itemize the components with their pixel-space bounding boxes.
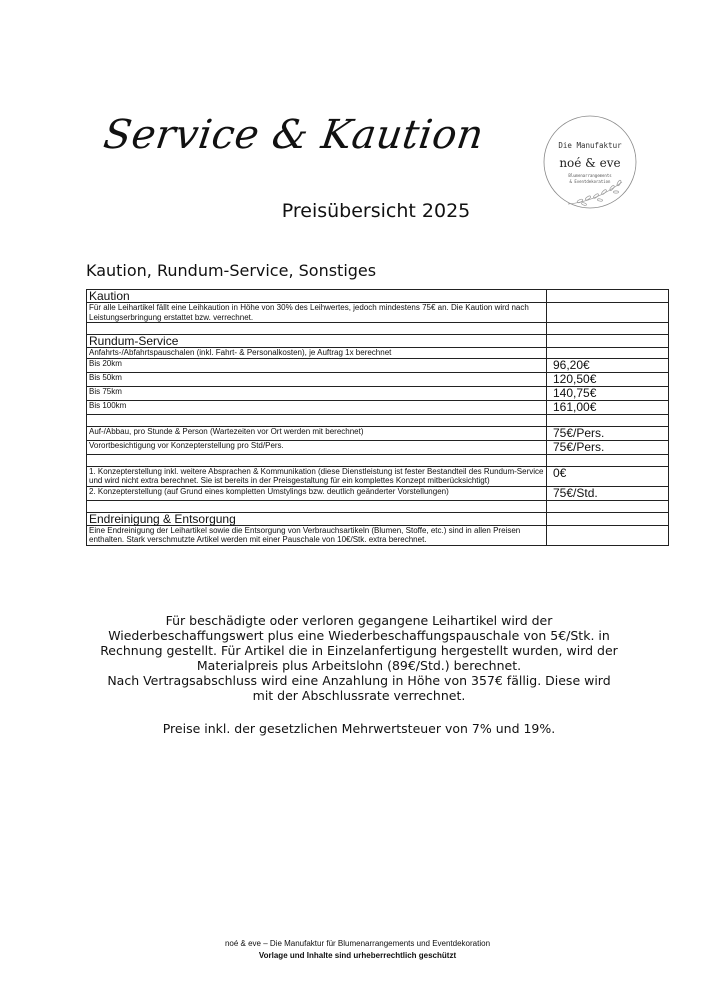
table-row: [87, 400, 669, 414]
table-description-cell: [87, 323, 547, 335]
table-description-cell: Für alle Leihartikel fällt eine Leihkaution in Höhe von 30% des Leihwertes, jedoch mindestens 75€ an. Die Kaution wird nach Leistungserbringung erstattet bzw. verrechnet.: [87, 303, 547, 323]
table-row: [87, 348, 669, 359]
table-price-cell: [547, 303, 669, 323]
table-price-cell: [547, 335, 669, 348]
table-description-cell: Bis 50km: [87, 372, 547, 386]
table-description-cell: Anfahrts-/Abfahrtspauschalen (inkl. Fahrt- & Personalkosten), je Auftrag 1x berechnet: [87, 348, 547, 359]
footer-company-line: noé & eve – Die Manufaktur für Blumenarrangements und Eventdekoration: [224, 939, 491, 948]
vat-note: Preise inkl. der gesetzlichen Mehrwertsteuer von 7% und 19%.: [162, 721, 556, 736]
table-section-title: Kaution: [87, 290, 547, 303]
notes-paragraph-replacement: Für beschädigte oder verloren gegangene Leihartikel wird der Wiederbeschaffungswert plus eine Wiederbeschaffungspauschale von 5€/Stk. in Rechnung gestellt. Für Artikel die in Einzelanfertigung hergestellt wurden, wird der Materialpreis plus Arbeitslohn (89€/Std.) berechnet.: [100, 613, 618, 673]
table-description-cell: [87, 500, 547, 512]
table-row: [87, 525, 669, 545]
table-section-row: [87, 512, 669, 525]
page-title: Service & Kaution: [100, 112, 487, 158]
page-subtitle: Preisübersicht 2025: [281, 200, 471, 222]
table-price-cell: 140,75€: [547, 386, 669, 400]
notes-paragraph-deposit: Nach Vertragsabschluss wird eine Anzahlung in Höhe von 357€ fällig. Diese wird mit der Abschlussrate verrechnet.: [107, 673, 611, 703]
table-price-cell: [547, 414, 669, 426]
table-description-cell: Vorortbesichtigung vor Konzepterstellung pro Std/Pers.: [87, 440, 547, 454]
table-price-cell: [547, 500, 669, 512]
table-description-cell: [87, 454, 547, 466]
table-price-cell: 75€/Pers.: [547, 426, 669, 440]
section-heading: Kaution, Rundum-Service, Sonstiges: [86, 261, 377, 280]
page-footer: [0, 938, 715, 962]
table-description-cell: Bis 20km: [87, 358, 547, 372]
table-row: [87, 486, 669, 500]
table-section-title: Endreinigung & Entsorgung: [87, 512, 547, 525]
logo-brand-text: noé & eve: [559, 156, 621, 170]
table-price-cell: [547, 512, 669, 525]
table-description-cell: Eine Endreinigung der Leihartikel sowie die Entsorgung von Verbrauchsartikeln (Blumen, Stoffe, etc.) sind in allen Preisen enthalten. Stark verschmutzte Artikel werden mit einer Pauschale von 10€/Stk. extra berechnet.: [87, 525, 547, 545]
table-price-cell: [547, 348, 669, 359]
table-section-title: Rundum-Service: [87, 335, 547, 348]
table-spacer-row: [87, 323, 669, 335]
logo-emblem: [540, 112, 640, 214]
table-description-cell: Auf-/Abbau, pro Stunde & Person (Wartezeiten vor Ort werden mit berechnet): [87, 426, 547, 440]
terms-notes: [100, 613, 618, 703]
table-row: [87, 466, 669, 486]
table-description-cell: Bis 75km: [87, 386, 547, 400]
table-description-cell: 1. Konzepterstellung inkl. weitere Absprachen & Kommunikation (diese Dienstleistung ist fester Bestandteil des Rundum-Service und wird nicht extra berechnet. Sie ist bereits in der Preisgestaltung für ein komplettes Konzept mitberücksichtigt): [87, 466, 547, 486]
table-price-cell: [547, 454, 669, 466]
table-price-cell: [547, 525, 669, 545]
table-price-cell: 161,00€: [547, 400, 669, 414]
logo-line1-text: Blumenarrangements: [568, 173, 612, 178]
table-price-cell: 75€/Pers.: [547, 440, 669, 454]
table-spacer-row: [87, 500, 669, 512]
logo-top-text: Die Manufaktur: [558, 141, 622, 150]
table-spacer-row: [87, 414, 669, 426]
table-description-cell: [87, 414, 547, 426]
table-price-cell: 0€: [547, 466, 669, 486]
table-section-row: [87, 290, 669, 303]
table-row: [87, 386, 669, 400]
table-row: [87, 358, 669, 372]
footer-copyright-line: Vorlage und Inhalte sind urheberrechtlich geschützt: [258, 951, 457, 960]
table-row: [87, 426, 669, 440]
table-row: [87, 440, 669, 454]
price-table: [86, 289, 669, 546]
brand-logo: [540, 112, 640, 214]
table-description-cell: Bis 100km: [87, 400, 547, 414]
table-row: [87, 372, 669, 386]
table-price-cell: [547, 323, 669, 335]
table-row: [87, 303, 669, 323]
table-price-cell: 120,50€: [547, 372, 669, 386]
table-section-row: [87, 335, 669, 348]
table-price-cell: [547, 290, 669, 303]
table-price-cell: 96,20€: [547, 358, 669, 372]
logo-line2-text: & Eventdekoration: [569, 179, 611, 184]
table-price-cell: 75€/Std.: [547, 486, 669, 500]
table-description-cell: 2. Konzepterstellung (auf Grund eines kompletten Umstylings bzw. deutlich geänderter Vorstellungen): [87, 486, 547, 500]
table-spacer-row: [87, 454, 669, 466]
